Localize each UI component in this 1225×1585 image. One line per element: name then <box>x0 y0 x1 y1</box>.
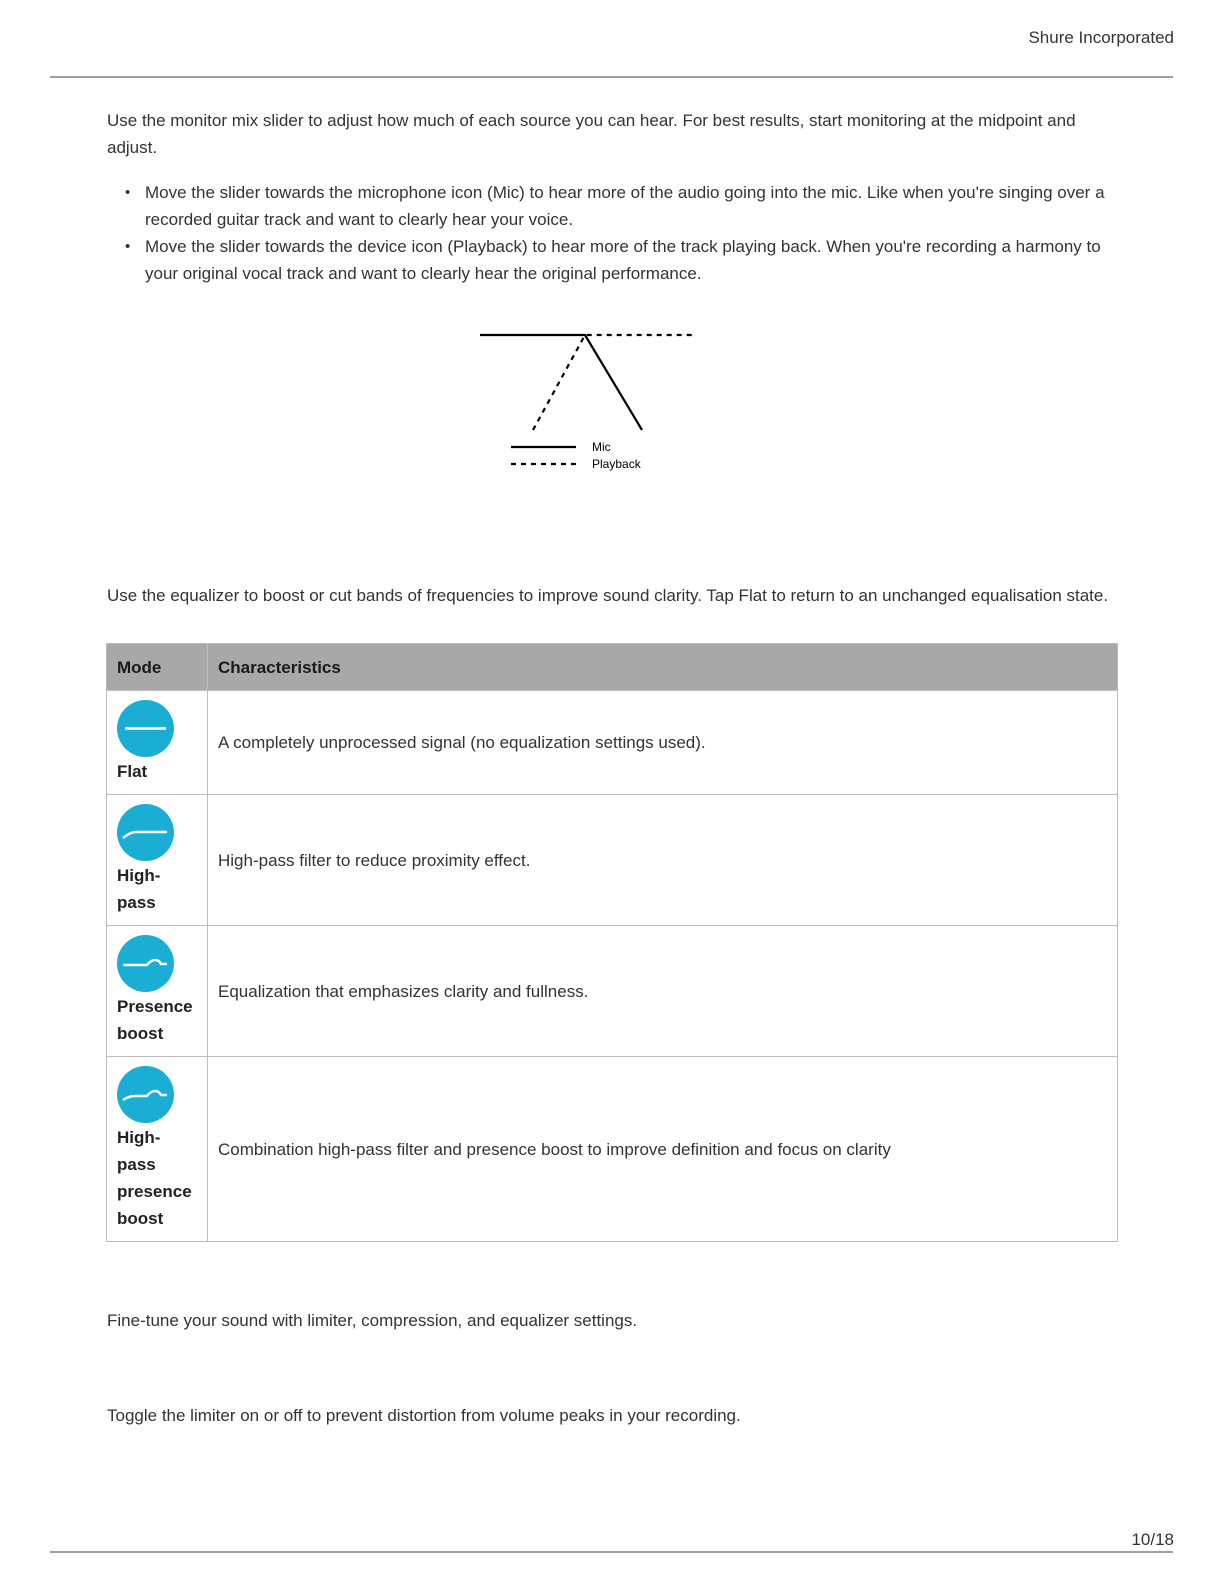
limiter-text: Toggle the limiter on or off to prevent distortion from volume peaks in your recording. <box>107 1406 741 1425</box>
table-row <box>107 926 1118 1057</box>
characteristics-cell: A completely unprocessed signal (no equalization settings used). <box>208 691 1118 795</box>
mode-label: High-pass <box>117 866 161 912</box>
equalizer-modes-table <box>106 643 1118 1242</box>
header-divider <box>50 76 1173 78</box>
mode-label: High-pass presence boost <box>117 1128 192 1228</box>
page-number: 10/18 <box>1131 1530 1174 1549</box>
equalizer-intro: Use the equalizer to boost or cut bands of frequencies to improve sound clarity. Tap Flat to return to an unchanged equalisation state. <box>107 586 1109 605</box>
header-characteristics: Characteristics <box>208 644 1118 691</box>
mode-cell <box>107 691 208 795</box>
bullet-playback: • Move the slider towards the device icon (Playback) to hear more of the track playing back. When you're recording a harmony to your original vocal track and want to clearly hear the original performance. <box>125 233 1115 287</box>
mode-cell <box>107 926 208 1057</box>
characteristics-cell: High-pass filter to reduce proximity effect. <box>208 795 1118 926</box>
mode-cell <box>107 1057 208 1242</box>
legend-mic-label: Mic <box>592 440 611 454</box>
table-header-row <box>107 644 1118 691</box>
table-row <box>107 691 1118 795</box>
bullet-mic: • Move the slider towards the microphone icon (Mic) to hear more of the audio going into the mic. Like when you're singing over a recorded guitar track and want to clearly hear your voice. <box>125 179 1115 233</box>
monitor-mix-diagram <box>480 325 720 485</box>
presence-boost-eq-icon <box>117 935 174 992</box>
mic-curve <box>480 335 642 430</box>
mode-label: Presence boost <box>117 997 193 1043</box>
legend-playback-label: Playback <box>592 457 641 471</box>
monitor-mix-intro: Use the monitor mix slider to adjust how much of each source you can hear. For best results, start monitoring at the midpoint and adjust. <box>107 111 1076 157</box>
characteristics-cell: Combination high-pass filter and presence boost to improve definition and focus on clarity <box>208 1057 1118 1242</box>
mode-cell <box>107 795 208 926</box>
flat-eq-icon <box>117 700 174 757</box>
table-row <box>107 1057 1118 1242</box>
monitor-mix-bullet-list <box>125 179 1115 287</box>
high-pass-presence-boost-eq-icon <box>117 1066 174 1123</box>
characteristics-cell: Equalization that emphasizes clarity and fullness. <box>208 926 1118 1057</box>
high-pass-eq-icon <box>117 804 174 861</box>
fine-tune-text: Fine-tune your sound with limiter, compression, and equalizer settings. <box>107 1311 638 1330</box>
monitor-mix-diagram-svg <box>480 325 720 485</box>
mode-label: Flat <box>117 762 148 781</box>
header-mode: Mode <box>107 644 208 691</box>
footer-divider <box>50 1551 1173 1553</box>
header-company-name: Shure Incorporated <box>1028 28 1174 47</box>
table-row <box>107 795 1118 926</box>
